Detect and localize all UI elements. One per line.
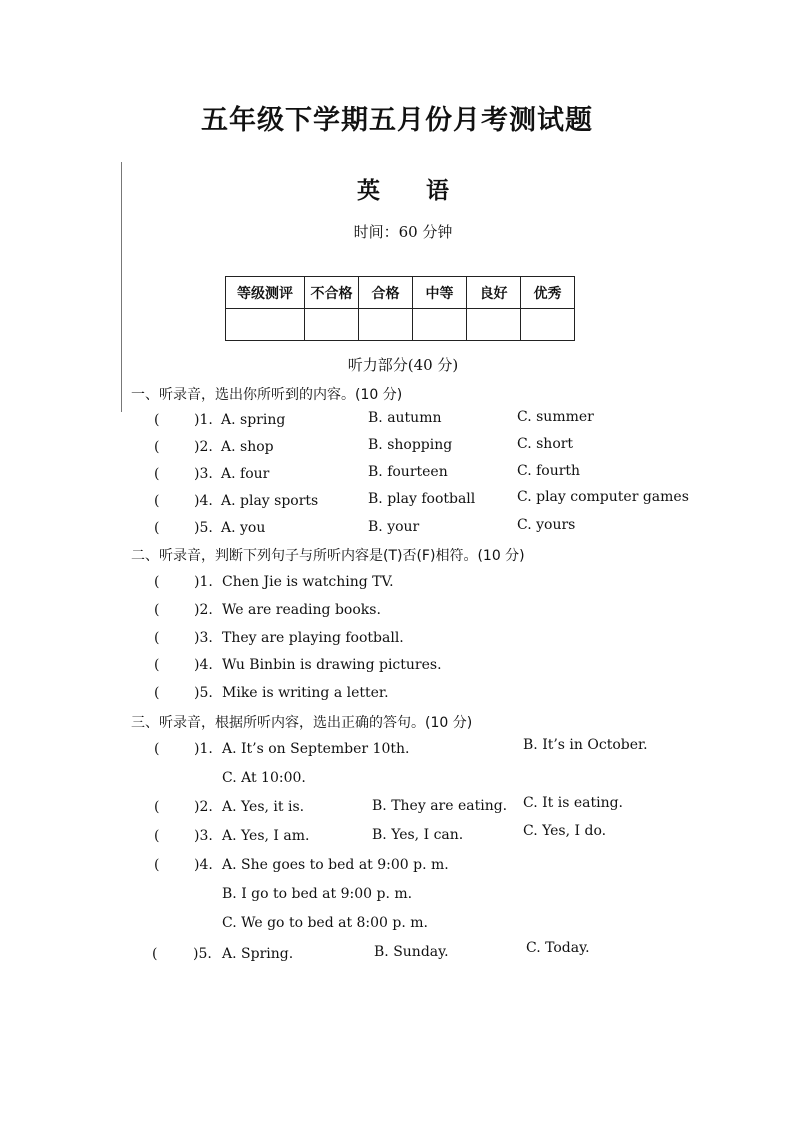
option-c: C. play computer games — [517, 489, 689, 505]
option-c: C. It is eating. — [523, 795, 623, 811]
answer-paren[interactable]: ( — [154, 857, 160, 873]
listening-heading: 听力部分(40 分) — [347, 356, 459, 374]
option-b: B. Sunday. — [374, 944, 449, 960]
answer-paren[interactable]: ( — [154, 741, 160, 757]
option-a: A. Yes, I am. — [222, 828, 310, 844]
question-number: )5. — [193, 946, 212, 962]
option-b: B. I go to bed at 9:00 p. m. — [222, 886, 413, 902]
option-a: A. shop — [221, 439, 274, 455]
statement-text: They are playing football. — [222, 630, 404, 646]
grade-header-cell: 优秀 — [521, 277, 575, 309]
answer-paren[interactable]: ( — [154, 520, 160, 536]
grade-blank-cell[interactable] — [413, 309, 467, 341]
option-a: A. four — [221, 466, 270, 482]
grade-header-cell: 中等 — [413, 277, 467, 309]
grade-blank-cell[interactable] — [467, 309, 521, 341]
answer-paren[interactable]: ( — [154, 657, 160, 673]
exam-title: 五年级下学期五月份月考测试题 — [201, 105, 593, 136]
answer-paren[interactable]: ( — [154, 493, 160, 509]
grade-header-cell: 合格 — [359, 277, 413, 309]
question-number: )1. — [194, 741, 213, 757]
grade-table-header-row — [226, 277, 575, 309]
option-a: A. She goes to bed at 9:00 p. m. — [222, 857, 449, 873]
question-number: )1. — [194, 412, 213, 428]
option-b: B. Yes, I can. — [372, 827, 464, 843]
statement-text: Chen Jie is watching TV. — [222, 574, 394, 590]
option-b: B. They are eating. — [372, 798, 508, 814]
option-c: C. We go to bed at 8:00 p. m. — [222, 915, 429, 931]
option-b: B. your — [368, 519, 420, 535]
grade-blank-cell[interactable] — [305, 309, 359, 341]
option-a: A. play sports — [221, 493, 319, 509]
question-number: )2. — [194, 602, 213, 618]
answer-paren[interactable]: ( — [154, 574, 160, 590]
part1-heading: 一、听录音，选出你所听到的内容。(10 分) — [131, 387, 403, 403]
grade-blank-cell[interactable] — [359, 309, 413, 341]
question-number: )2. — [194, 439, 213, 455]
option-b: B. shopping — [368, 437, 453, 453]
question-number: )1. — [194, 574, 213, 590]
option-c: C. short — [517, 436, 574, 452]
question-number: )3. — [194, 828, 213, 844]
option-b: B. It’s in October. — [523, 737, 648, 753]
option-a: A. It’s on September 10th. — [222, 741, 410, 757]
question-number: )5. — [194, 685, 213, 701]
answer-paren[interactable]: ( — [152, 946, 158, 962]
option-c: C. At 10:00. — [222, 770, 306, 786]
grade-table-blank-row — [226, 309, 575, 341]
option-b: B. fourteen — [368, 464, 448, 480]
option-b: B. autumn — [368, 410, 442, 426]
part3-heading: 三、听录音，根据所听内容，选出正确的答句。(10 分) — [131, 715, 473, 731]
question-number: )4. — [194, 493, 213, 509]
question-number: )3. — [194, 630, 213, 646]
question-number: )5. — [194, 520, 213, 536]
question-number: )2. — [194, 799, 213, 815]
answer-paren[interactable]: ( — [154, 439, 160, 455]
grade-blank-cell[interactable] — [226, 309, 305, 341]
option-b: B. play football — [368, 491, 476, 507]
answer-paren[interactable]: ( — [154, 799, 160, 815]
grade-table — [225, 276, 575, 341]
grade-blank-cell[interactable] — [521, 309, 575, 341]
grade-header-cell: 等级测评 — [226, 277, 305, 309]
option-c: C. fourth — [517, 463, 581, 479]
option-c: C. summer — [517, 409, 594, 425]
option-a: A. you — [221, 520, 266, 536]
question-number: )4. — [194, 657, 213, 673]
grade-header-cell: 不合格 — [305, 277, 359, 309]
statement-text: Mike is writing a letter. — [222, 685, 389, 701]
question-number: )4. — [194, 857, 213, 873]
option-a: A. Spring. — [222, 946, 294, 962]
answer-paren[interactable]: ( — [154, 466, 160, 482]
part2-heading: 二、听录音，判断下列句子与所听内容是(T)否(F)相符。(10 分) — [131, 548, 525, 564]
answer-paren[interactable]: ( — [154, 412, 160, 428]
answer-paren[interactable]: ( — [154, 630, 160, 646]
answer-paren[interactable]: ( — [154, 602, 160, 618]
answer-paren[interactable]: ( — [154, 685, 160, 701]
option-a: A. spring — [221, 412, 286, 428]
option-c: C. yours — [517, 517, 576, 533]
time-limit: 时间：60 分钟 — [353, 223, 453, 241]
question-number: )3. — [194, 466, 213, 482]
statement-text: Wu Binbin is drawing pictures. — [222, 657, 442, 673]
subject-title: 英 语 — [357, 177, 449, 204]
option-a: A. Yes, it is. — [222, 799, 305, 815]
answer-paren[interactable]: ( — [154, 828, 160, 844]
option-c: C. Today. — [526, 940, 590, 956]
statement-text: We are reading books. — [222, 602, 381, 618]
option-c: C. Yes, I do. — [523, 823, 607, 839]
grade-header-cell: 良好 — [467, 277, 521, 309]
